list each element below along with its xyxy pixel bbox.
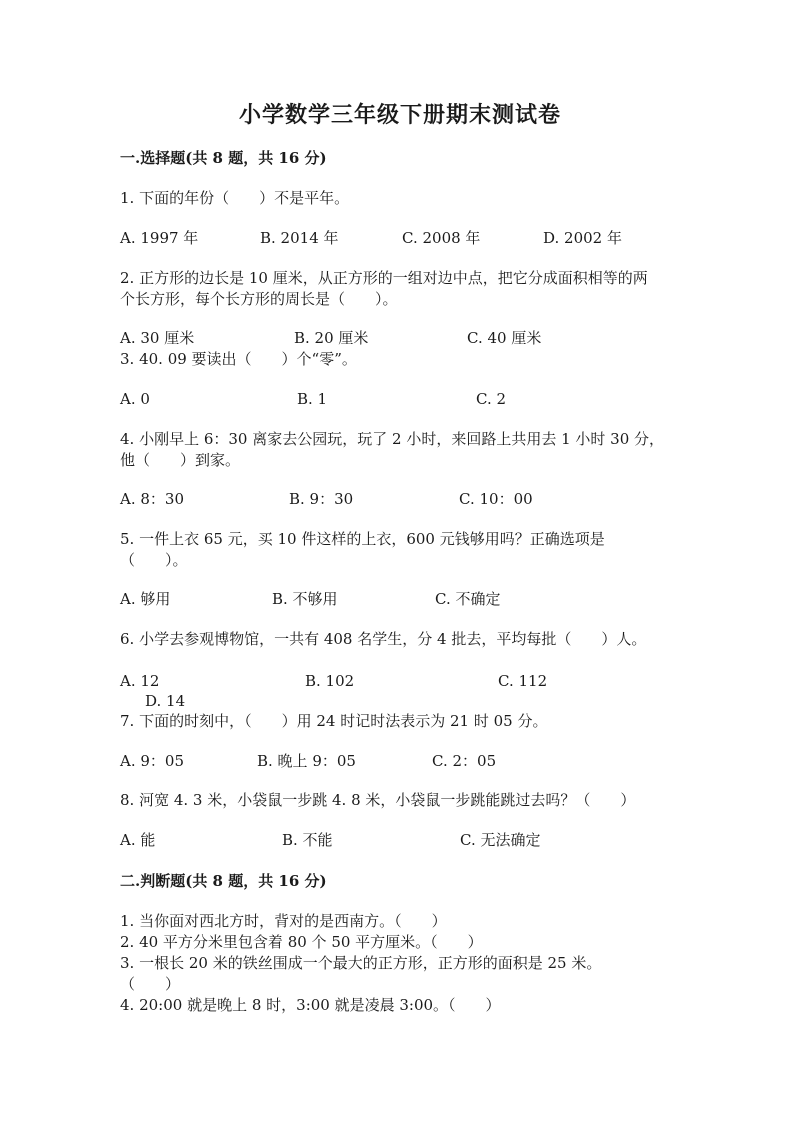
judgment-3-line2: （ ） (120, 975, 181, 993)
question-2-option-c: C. 40 厘米 (467, 329, 542, 347)
question-5-stem-line2: （ ）。 (120, 551, 188, 569)
question-4-stem-line2: 他（ ）到家。 (120, 451, 241, 469)
question-8-option-b: B. 不能 (282, 831, 333, 849)
section-heading-choice: 一.选择题(共 8 题，共 16 分) (120, 149, 327, 167)
question-7-option-b: B. 晚上 9：05 (257, 752, 356, 770)
question-7-option-c: C. 2：05 (432, 752, 497, 770)
question-7-stem: 7. 下面的时刻中，（ ）用 24 时记时法表示为 21 时 05 分。 (120, 712, 548, 730)
page-title: 小学数学三年级下册期末测试卷 (238, 102, 561, 128)
question-6-option-a: A. 12 (120, 672, 160, 690)
question-5-option-c: C. 不确定 (435, 590, 501, 608)
question-4-option-b: B. 9：30 (289, 490, 354, 508)
question-3-stem: 3. 40. 09 要读出（ ）个“零”。 (120, 350, 357, 368)
judgment-1: 1. 当你面对西北方时，背对的是西南方。（ ） (120, 912, 447, 930)
judgment-4: 4. 20:00 就是晚上 8 时，3:00 就是凌晨 3:00。（ ） (120, 996, 501, 1014)
question-6-option-c: C. 112 (498, 672, 548, 690)
question-2-option-b: B. 20 厘米 (294, 329, 369, 347)
question-3-option-c: C. 2 (476, 390, 507, 408)
question-5-stem-line1: 5. 一件上衣 65 元，买 10 件这样的上衣，600 元钱够用吗？正确选项是 (120, 530, 605, 548)
question-1-option-c: C. 2008 年 (402, 229, 481, 247)
question-1-stem: 1. 下面的年份（ ）不是平年。 (120, 189, 350, 207)
question-1-option-d: D. 2002 年 (543, 229, 622, 247)
question-2-stem-line2: 个长方形，每个长方形的周长是（ ）。 (120, 290, 398, 308)
question-3-option-a: A. 0 (120, 390, 150, 408)
question-8-option-a: A. 能 (120, 831, 156, 849)
section-heading-judgment: 二.判断题(共 8 题，共 16 分) (120, 872, 327, 890)
question-6-stem: 6. 小学去参观博物馆，一共有 408 名学生，分 4 批去，平均每批（ ）人。 (120, 630, 647, 648)
question-8-stem: 8. 河宽 4. 3 米，小袋鼠一步跳 4. 8 米，小袋鼠一步跳能跳过去吗？（ ） (120, 791, 636, 809)
question-2-stem-line1: 2. 正方形的边长是 10 厘米，从正方形的一组对边中点，把它分成面积相等的两 (120, 269, 648, 287)
judgment-3-line1: 3. 一根长 20 米的铁丝围成一个最大的正方形，正方形的面积是 25 米。 (120, 954, 602, 972)
question-7-option-a: A. 9：05 (120, 752, 184, 770)
question-5-option-a: A. 够用 (120, 590, 171, 608)
question-1-option-b: B. 2014 年 (260, 229, 339, 247)
question-1-option-a: A. 1997 年 (120, 229, 199, 247)
question-4-option-c: C. 10：00 (459, 490, 533, 508)
question-4-option-a: A. 8：30 (120, 490, 184, 508)
question-3-option-b: B. 1 (297, 390, 328, 408)
question-4-stem-line1: 4. 小刚早上 6：30 离家去公园玩，玩了 2 小时，来回路上共用去 1 小时 30 分， (120, 430, 665, 448)
question-8-option-c: C. 无法确定 (460, 831, 541, 849)
question-2-option-a: A. 30 厘米 (120, 329, 195, 347)
question-6-option-d: D. 14 (145, 692, 186, 710)
judgment-2: 2. 40 平方分米里包含着 80 个 50 平方厘米。（ ） (120, 933, 483, 951)
question-5-option-b: B. 不够用 (272, 590, 338, 608)
question-6-option-b: B. 102 (305, 672, 355, 690)
